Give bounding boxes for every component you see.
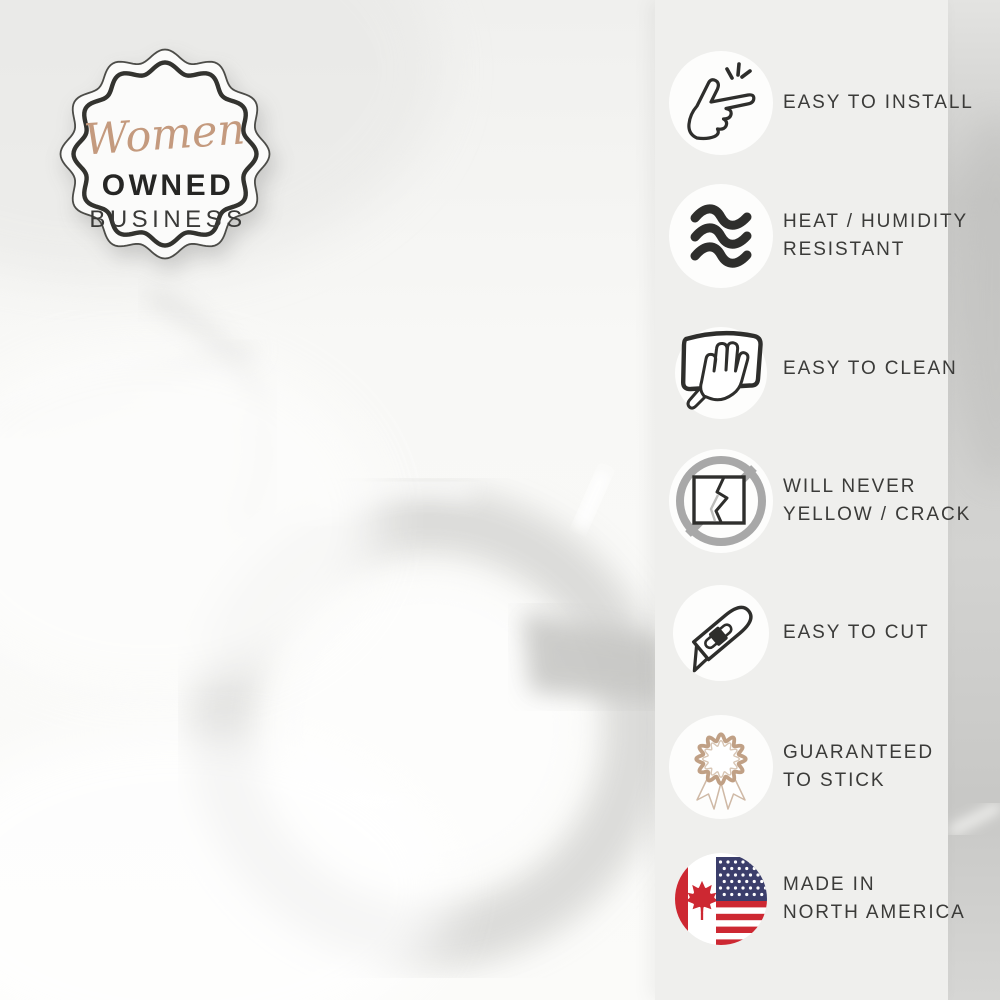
feature-guaranteed-to-stick	[669, 715, 945, 819]
feature-text-line: MADE IN	[783, 874, 876, 895]
feature-label	[783, 871, 966, 927]
feature-text-line: WILL NEVER	[783, 476, 917, 497]
feature-easy-to-install	[669, 51, 974, 155]
feature-easy-to-cut	[669, 581, 945, 685]
wiping-hand-icon	[669, 317, 773, 421]
feature-never-yellow-crack	[669, 449, 972, 553]
feature-text-line: RESISTANT	[783, 239, 906, 260]
feature-text-line: YELLOW / CRACK	[783, 504, 972, 525]
snap-fingers-icon	[669, 51, 773, 155]
badge-business-text: BUSINESS	[89, 206, 247, 233]
feature-label	[783, 355, 958, 383]
award-ribbon-icon	[669, 715, 773, 819]
feature-label	[783, 739, 934, 795]
feature-label	[783, 89, 974, 117]
usa-flag	[716, 857, 769, 946]
feature-easy-to-clean	[669, 317, 958, 421]
badge-script-word: Women	[82, 104, 247, 166]
feature-label	[783, 208, 968, 264]
no-crack-icon	[669, 449, 773, 553]
feature-label	[783, 473, 971, 529]
feature-text-line: TO STICK	[783, 770, 886, 791]
feature-text-line: GUARANTEED	[783, 742, 934, 763]
feature-made-in-north-america	[669, 847, 966, 951]
features-panel	[655, 0, 974, 1000]
feature-text-line: HEAT / HUMIDITY	[783, 211, 969, 232]
badge-owned-text: OWNED	[101, 169, 235, 202]
women-owned-badge	[56, 46, 274, 264]
feature-text-line: EASY TO INSTALL	[783, 92, 974, 113]
utility-knife-icon	[669, 581, 773, 685]
feature-heat-humidity-resistant	[669, 184, 969, 288]
feature-text-line: EASY TO CUT	[783, 622, 930, 643]
feature-label	[783, 619, 930, 647]
feature-text-line: EASY TO CLEAN	[783, 358, 958, 379]
canada-red-bar	[671, 851, 688, 947]
heat-waves-icon	[669, 184, 773, 288]
canada-usa-flags-icon	[669, 847, 773, 951]
feature-text-line: NORTH AMERICA	[783, 902, 966, 923]
